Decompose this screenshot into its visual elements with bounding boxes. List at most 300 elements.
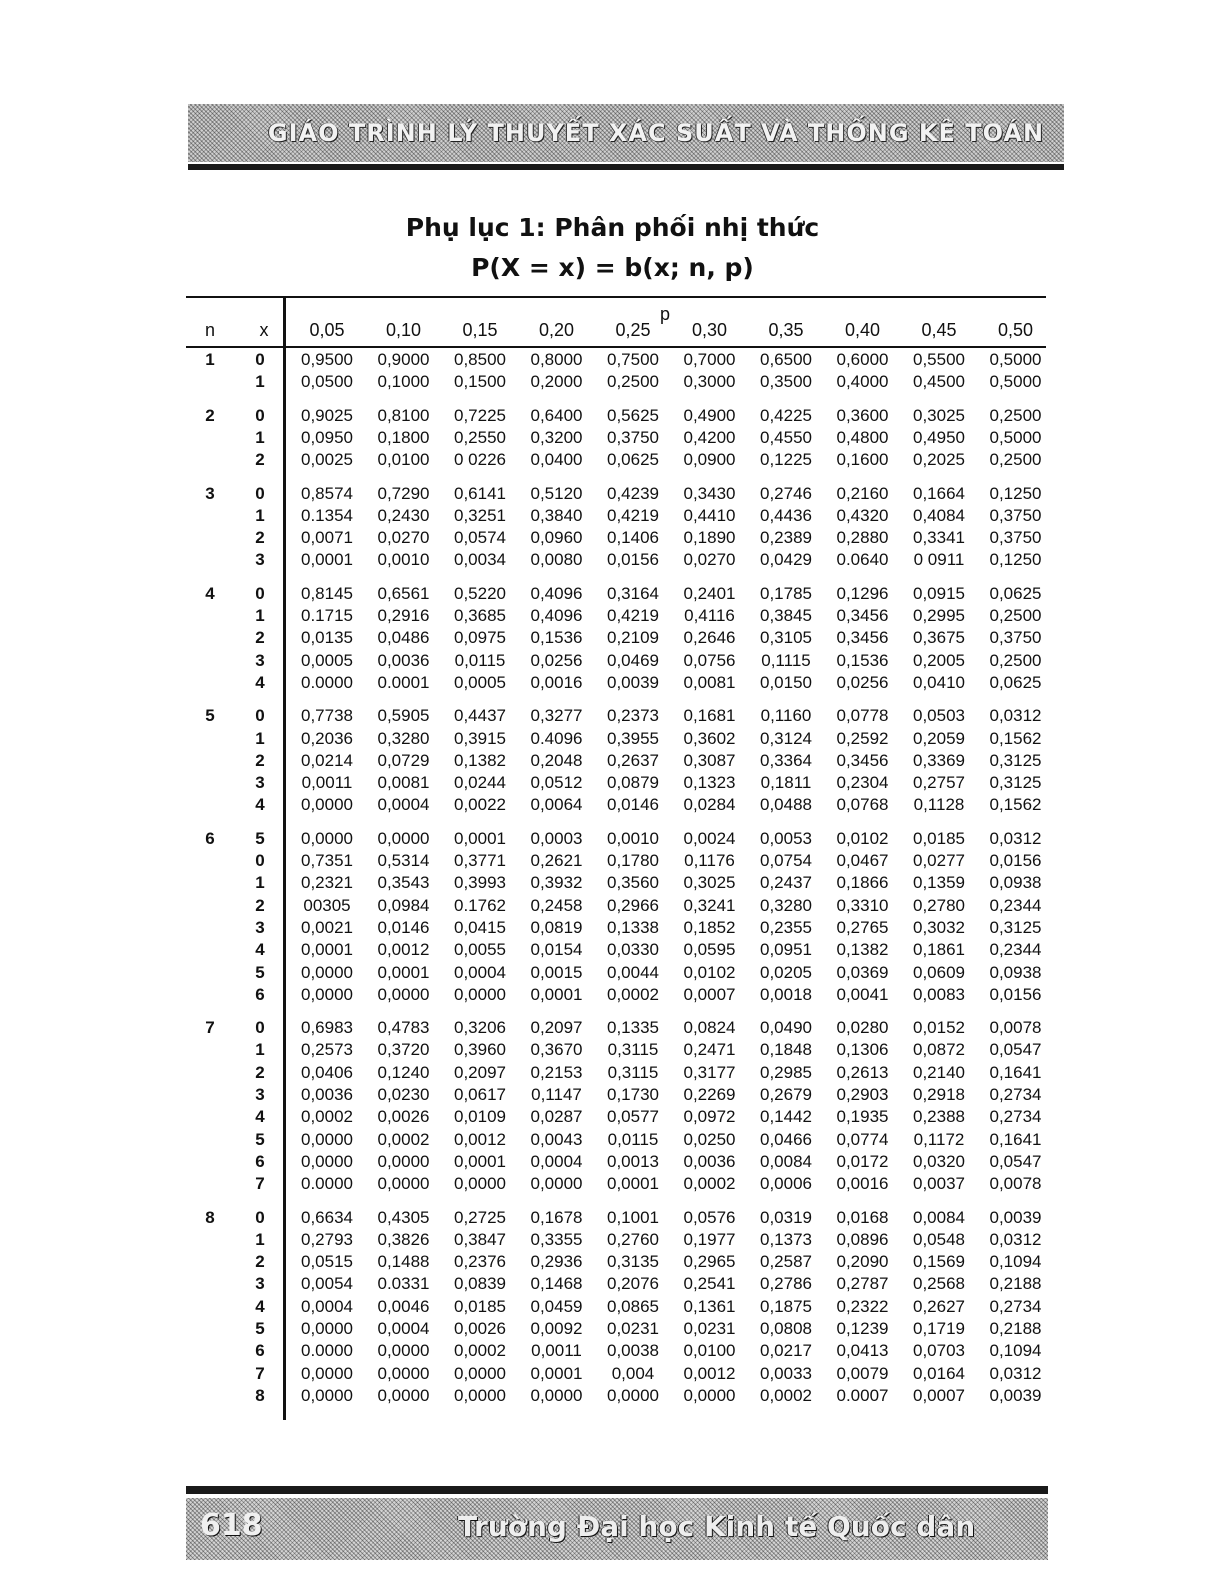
- probability-cell: 0,9500: [301, 350, 353, 369]
- p-header-cell: 0,45: [921, 320, 957, 340]
- probability-cell: 0,0503: [913, 706, 965, 726]
- probability-cell: 0,0975: [454, 628, 506, 648]
- probability-cell: 0,1160: [760, 706, 812, 726]
- probability-cell: 0,4320: [836, 505, 889, 525]
- probability-cell: 0,0879: [607, 773, 659, 793]
- probability-cell: 0,3369: [913, 750, 965, 770]
- probability-cell: 0,5120: [530, 483, 583, 503]
- p-header-cell: 0,20: [538, 320, 575, 340]
- probability-cell: 0,2746: [760, 483, 812, 503]
- x-value: 4: [255, 795, 265, 815]
- p-header-cell: 0,40: [844, 320, 881, 340]
- probability-cell: 0,0729: [377, 750, 430, 770]
- probability-cell: 0,2188: [989, 1274, 1042, 1294]
- probability-cell: 0,2679: [760, 1085, 812, 1104]
- probability-cell: 0,0000: [454, 1385, 506, 1405]
- probability-cell: 0,2076: [607, 1274, 659, 1294]
- binomial-table: [186, 296, 1046, 1436]
- probability-cell: 0,0778: [836, 706, 889, 726]
- probability-cell: 0,7290: [377, 483, 430, 503]
- probability-cell: 0,0036: [683, 1151, 736, 1171]
- probability-cell: 0,0006: [760, 1174, 812, 1194]
- probability-cell: 0,0270: [377, 528, 430, 548]
- probability-cell: 0,1468: [530, 1274, 583, 1294]
- probability-cell: 0,0756: [683, 650, 736, 670]
- probability-cell: 0,0000: [454, 984, 506, 1004]
- probability-cell: 0,0500: [301, 372, 353, 392]
- probability-cell: 0,0000: [377, 1151, 430, 1171]
- probability-cell: 0,8500: [454, 350, 506, 369]
- probability-cell: 0,2725: [454, 1207, 506, 1227]
- x-value: 2: [255, 628, 265, 648]
- x-value: 0: [255, 405, 265, 425]
- probability-cell: 0,0018: [760, 984, 812, 1004]
- table-vertical-rule: [283, 296, 286, 1420]
- probability-cell: 0,3750: [607, 427, 659, 447]
- probability-cell: 0,0002: [760, 1385, 812, 1405]
- header-banner: [188, 104, 1064, 162]
- x-value: 0: [255, 1207, 265, 1227]
- probability-cell: 0,0037: [913, 1174, 965, 1194]
- probability-cell: 0,2903: [836, 1085, 889, 1104]
- x-value: 2: [255, 750, 265, 770]
- probability-cell: 0,4950: [913, 427, 965, 447]
- probability-cell: 0,0231: [683, 1319, 736, 1338]
- x-value: 6: [255, 984, 265, 1004]
- probability-cell: 0,0625: [989, 672, 1042, 692]
- x-value: 8: [255, 1385, 265, 1405]
- probability-cell: 0,0490: [760, 1018, 812, 1038]
- probability-cell: 0,0084: [760, 1151, 812, 1171]
- probability-cell: 0,0064: [530, 795, 583, 815]
- probability-cell: 0,2097: [454, 1062, 506, 1082]
- probability-cell: 0,6634: [301, 1207, 353, 1227]
- probability-cell: 0,0154: [530, 940, 583, 960]
- x-value: 7: [255, 1363, 265, 1383]
- probability-cell: 0,1406: [607, 528, 659, 548]
- probability-cell: 0,0280: [836, 1018, 889, 1038]
- probability-cell: 0,0466: [760, 1129, 812, 1149]
- probability-cell: 0,0984: [377, 895, 430, 915]
- x-value: 2: [255, 895, 265, 915]
- x-value: 5: [255, 1129, 265, 1149]
- probability-cell: 0,4225: [760, 405, 812, 425]
- x-value: 0: [255, 483, 265, 503]
- probability-cell: 0,1176: [684, 851, 735, 870]
- n-column-header: n: [204, 320, 215, 340]
- probability-cell: 0,3602: [683, 728, 736, 748]
- probability-cell: 0,0004: [377, 795, 430, 815]
- probability-cell: 0,6400: [530, 405, 583, 425]
- probability-cell: 0,0000: [454, 1174, 506, 1194]
- probability-cell: 0,0039: [989, 1207, 1042, 1227]
- probability-cell: 0,2966: [607, 895, 659, 915]
- probability-cell: 0,1800: [377, 427, 430, 447]
- probability-cell: 0,1852: [683, 917, 736, 937]
- p-header-cell: 0,30: [691, 320, 728, 340]
- probability-cell: 0,0002: [301, 1107, 353, 1127]
- p-header-cell: 0,50: [997, 320, 1034, 340]
- probability-cell: 0,4219: [607, 505, 659, 525]
- probability-cell: 0,0547: [989, 1040, 1042, 1060]
- probability-cell: 0,2090: [836, 1252, 889, 1272]
- probability-cell: 0,0026: [454, 1319, 506, 1338]
- probability-cell: 0,1147: [531, 1085, 582, 1104]
- probability-cell: 0,1730: [607, 1085, 659, 1104]
- probability-cell: 0,2646: [683, 628, 736, 648]
- x-value: 1: [255, 505, 265, 525]
- probability-cell: 0,0001: [454, 1151, 506, 1171]
- x-value: 4: [255, 1107, 265, 1127]
- probability-cell: 0,8000: [530, 350, 583, 369]
- probability-cell: 0,3206: [454, 1018, 506, 1038]
- probability-cell: 0,1382: [454, 750, 506, 770]
- probability-cell: 0,0010: [607, 828, 659, 848]
- probability-cell: 0,1382: [836, 940, 889, 960]
- probability-cell: 0,0872: [913, 1040, 965, 1060]
- probability-cell: 0,1338: [607, 917, 659, 937]
- probability-cell: 0,0079: [836, 1363, 889, 1383]
- probability-cell: 0,0100: [683, 1341, 736, 1361]
- x-value: 4: [255, 1296, 265, 1316]
- probability-cell: 0,7225: [454, 405, 506, 425]
- probability-cell: 0,0576: [683, 1207, 736, 1227]
- probability-cell: 0,1323: [683, 773, 736, 793]
- probability-cell: 0,2734: [989, 1296, 1042, 1316]
- probability-cell: 0,1225: [760, 450, 812, 470]
- probability-cell: 0,0146: [377, 917, 430, 937]
- probability-cell: 0,2458: [530, 895, 583, 915]
- x-value: 6: [255, 1151, 265, 1171]
- probability-cell: 0,0012: [377, 940, 430, 960]
- probability-cell: 0,2097: [530, 1018, 583, 1038]
- n-value: 2: [205, 405, 215, 425]
- probability-cell: 0,0703: [913, 1341, 965, 1361]
- probability-cell: 0,1641: [989, 1129, 1042, 1149]
- probability-cell: 0,2376: [454, 1252, 506, 1272]
- probability-cell: 0,2757: [913, 773, 965, 793]
- probability-cell: 0,3560: [607, 873, 659, 893]
- probability-cell: 0,3241: [683, 895, 736, 915]
- probability-cell: 0,0410: [913, 672, 965, 692]
- probability-cell: 0,0115: [454, 650, 506, 670]
- probability-cell: 0,1866: [836, 873, 889, 893]
- probability-cell: 0,0819: [530, 917, 583, 937]
- probability-cell: 0,4500: [913, 372, 965, 392]
- x-value: 1: [255, 873, 265, 893]
- probability-cell: 0,3032: [913, 917, 965, 937]
- probability-cell: 0,0900: [683, 450, 736, 470]
- probability-cell: 0,1861: [913, 940, 965, 960]
- probability-cell: 0,0469: [607, 650, 659, 670]
- p-header-cell: 0,25: [615, 320, 651, 340]
- probability-cell: 0 0226: [454, 450, 506, 470]
- probability-cell: 0,5905: [377, 706, 430, 726]
- probability-cell: 0,0000: [377, 1385, 430, 1405]
- probability-cell: 0,0156: [989, 851, 1042, 870]
- probability-cell: 0,2760: [607, 1229, 659, 1249]
- probability-cell: 0,2541: [683, 1274, 736, 1294]
- probability-cell: 0,5000: [989, 427, 1042, 447]
- probability-cell: 0,2500: [989, 606, 1042, 625]
- probability-cell: 0,3993: [454, 873, 506, 893]
- probability-cell: 0,0277: [913, 851, 965, 870]
- probability-cell: 0,5625: [607, 405, 659, 425]
- probability-cell: 0,0214: [301, 750, 353, 770]
- probability-cell: 0,0003: [530, 828, 583, 848]
- n-value: 7: [205, 1018, 215, 1038]
- probability-cell: 0,2355: [760, 917, 812, 937]
- x-value: 0: [255, 1018, 265, 1038]
- probability-cell: 0,0595: [683, 940, 736, 960]
- probability-cell: 0,0774: [836, 1129, 889, 1149]
- probability-cell: 0,4900: [683, 405, 736, 425]
- table-top-rule: [186, 296, 1046, 298]
- probability-cell: 0,0256: [836, 672, 889, 692]
- probability-cell: 0,0081: [377, 773, 430, 793]
- appendix-title: [0, 208, 1225, 288]
- probability-cell: 0.0331: [377, 1274, 430, 1294]
- probability-cell: 0,2500: [989, 405, 1042, 425]
- probability-cell: 0,0083: [913, 984, 965, 1004]
- probability-cell: 0,0036: [301, 1085, 353, 1104]
- probability-cell: 0,0156: [989, 984, 1042, 1004]
- probability-cell: 0,0039: [607, 672, 659, 692]
- probability-cell: 0,2500: [989, 650, 1042, 670]
- probability-cell: 0,1562: [989, 728, 1042, 748]
- probability-cell: 0,0000: [530, 1385, 583, 1405]
- n-value: 1: [205, 350, 215, 369]
- probability-cell: 0,0015: [530, 962, 583, 982]
- x-value: 1: [255, 728, 265, 748]
- probability-cell: 0,1848: [760, 1040, 812, 1060]
- probability-cell: 0,1373: [760, 1229, 812, 1249]
- probability-cell: 0,0168: [836, 1207, 889, 1227]
- probability-cell: 0,2613: [836, 1062, 889, 1082]
- probability-cell: 0,0102: [683, 962, 736, 982]
- probability-cell: 0,0001: [454, 828, 506, 848]
- probability-cell: 0,3125: [989, 917, 1042, 937]
- probability-cell: 0,3845: [760, 606, 812, 625]
- probability-cell: 0,0284: [683, 795, 736, 815]
- probability-cell: 0,0768: [836, 795, 889, 815]
- probability-cell: 0,0054: [301, 1274, 353, 1294]
- probability-cell: 0,1239: [836, 1319, 889, 1338]
- probability-cell: 0,2025: [913, 450, 965, 470]
- x-value: 0: [255, 350, 265, 369]
- probability-cell: 0,1664: [913, 483, 965, 503]
- probability-cell: 0,0320: [913, 1151, 965, 1171]
- probability-cell: 0,3087: [683, 750, 736, 770]
- probability-cell: 0,0413: [836, 1341, 889, 1361]
- probability-cell: 0,0001: [530, 984, 583, 1004]
- probability-cell: 0,5500: [913, 350, 965, 369]
- x-value: 0: [255, 583, 265, 603]
- probability-cell: 0,3364: [760, 750, 812, 770]
- probability-cell: 0,4550: [760, 427, 812, 447]
- probability-cell: 0,0078: [989, 1018, 1042, 1038]
- probability-cell: 0,4096: [530, 606, 583, 625]
- probability-cell: 0,2916: [377, 606, 430, 625]
- probability-cell: 0,1811: [760, 773, 812, 793]
- probability-cell: 0,0016: [530, 672, 583, 692]
- probability-cell: 0,0001: [301, 940, 353, 960]
- probability-cell: 0,0577: [607, 1107, 659, 1127]
- probability-cell: 0,0002: [607, 984, 659, 1004]
- probability-cell: 0,7738: [301, 706, 353, 726]
- probability-cell: 0,2734: [989, 1107, 1042, 1127]
- probability-cell: 0,0000: [301, 1151, 353, 1171]
- probability-cell: 0.0640: [836, 550, 889, 570]
- probability-cell: 0,0007: [683, 984, 736, 1004]
- probability-cell: 0,0951: [760, 940, 812, 960]
- probability-cell: 0,0000: [377, 984, 430, 1004]
- probability-cell: 0,0004: [301, 1296, 353, 1316]
- probability-cell: 0,2321: [301, 873, 353, 893]
- probability-cell: 0,3105: [760, 628, 812, 648]
- probability-cell: 0,1115: [761, 650, 811, 670]
- probability-cell: 0,3251: [454, 505, 506, 525]
- probability-cell: 0,3600: [836, 405, 889, 425]
- probability-cell: 0,2787: [836, 1274, 889, 1294]
- probability-cell: 0.0007: [836, 1385, 889, 1405]
- probability-cell: 0,1780: [607, 851, 659, 870]
- probability-cell: 0,0011: [531, 1341, 582, 1361]
- probability-cell: 0,1785: [760, 583, 812, 603]
- probability-cell: 0,1335: [607, 1018, 659, 1038]
- probability-cell: 0,0152: [913, 1018, 965, 1038]
- probability-cell: 0,0938: [989, 873, 1042, 893]
- probability-cell: 0,0084: [913, 1207, 965, 1227]
- probability-cell: 0,2637: [607, 750, 659, 770]
- probability-cell: 0,0044: [607, 962, 659, 982]
- x-value: 2: [255, 1062, 265, 1082]
- x-value: 5: [255, 1319, 265, 1338]
- probability-cell: 0,1935: [836, 1107, 889, 1127]
- probability-cell: 0,3430: [683, 483, 736, 503]
- probability-cell: 0,3125: [989, 750, 1042, 770]
- probability-cell: 0,0000: [377, 1341, 430, 1361]
- probability-cell: 0,2344: [989, 895, 1042, 915]
- probability-cell: 0,1000: [377, 372, 430, 392]
- probability-cell: 0,0287: [530, 1107, 583, 1127]
- probability-cell: 0,3025: [683, 873, 736, 893]
- probability-cell: 0,1890: [683, 528, 736, 548]
- probability-cell: 0,2188: [989, 1319, 1042, 1338]
- probability-cell: 0,4084: [913, 505, 965, 525]
- probability-cell: 0,2437: [760, 873, 812, 893]
- probability-cell: 0,2059: [913, 728, 965, 748]
- probability-cell: 0,0000: [301, 1319, 353, 1338]
- probability-cell: 0,0000: [530, 1174, 583, 1194]
- probability-cell: 0,2036: [301, 728, 353, 748]
- probability-cell: 0,0625: [607, 450, 659, 470]
- probability-cell: 0,3915: [454, 728, 506, 748]
- probability-cell: 0,1719: [913, 1319, 965, 1338]
- probability-cell: 0,0024: [683, 828, 736, 848]
- probability-cell: 0,0000: [301, 1385, 353, 1405]
- probability-cell: 0,1296: [836, 583, 889, 603]
- probability-cell: 0.1762: [454, 895, 506, 915]
- probability-cell: 0 0911: [913, 550, 965, 570]
- probability-cell: 0,0369: [836, 962, 889, 982]
- probability-cell: 0,2550: [454, 427, 506, 447]
- probability-cell: 0,1172: [913, 1129, 965, 1149]
- probability-cell: 0,8145: [301, 583, 353, 603]
- probability-cell: 0,1128: [913, 795, 965, 815]
- probability-cell: 0,0022: [454, 795, 506, 815]
- header-rule: [188, 164, 1064, 170]
- probability-cell: 0,1977: [683, 1229, 736, 1249]
- probability-cell: 0,4000: [836, 372, 889, 392]
- probability-cell: 0,3135: [607, 1252, 659, 1272]
- probability-cell: 0,0004: [377, 1319, 430, 1338]
- probability-cell: 0,0001: [301, 550, 353, 570]
- probability-cell: 0,0071: [301, 528, 353, 548]
- probability-cell: 0,2322: [836, 1296, 889, 1316]
- x-value: 7: [255, 1174, 265, 1194]
- probability-cell: 0,0486: [377, 628, 430, 648]
- probability-cell: 0,0034: [454, 550, 506, 570]
- probability-cell: 0,0013: [607, 1151, 659, 1171]
- probability-cell: 0,0102: [836, 828, 889, 848]
- probability-cell: 0,0100: [377, 450, 430, 470]
- probability-cell: 0,2568: [913, 1274, 965, 1294]
- x-value: 4: [255, 672, 265, 692]
- probability-cell: 0,8574: [301, 483, 353, 503]
- probability-cell: 0,0467: [836, 851, 889, 870]
- x-value: 2: [255, 1252, 265, 1272]
- probability-cell: 0,0146: [607, 795, 659, 815]
- probability-cell: 0,2160: [836, 483, 889, 503]
- p-axis-label: p: [660, 304, 671, 324]
- x-value: 5: [255, 828, 265, 848]
- probability-cell: 0,1600: [836, 450, 889, 470]
- probability-cell: 0,2389: [760, 528, 812, 548]
- probability-cell: 0,0625: [989, 583, 1042, 603]
- probability-cell: 0,3456: [836, 750, 889, 770]
- probability-cell: 0,0515: [301, 1252, 353, 1272]
- distribution-formula: P(X = x) = b(x; n, p): [471, 253, 754, 282]
- probability-cell: 0,2780: [913, 895, 965, 915]
- probability-cell: 0,0319: [760, 1207, 812, 1227]
- probability-cell: 0,3720: [377, 1040, 430, 1060]
- probability-cell: 0,0012: [454, 1129, 506, 1149]
- probability-cell: 0,2344: [989, 940, 1042, 960]
- probability-cell: 0,2765: [836, 917, 889, 937]
- p-header-cell: 0,05: [309, 320, 345, 340]
- probability-cell: 0,0092: [530, 1319, 583, 1338]
- probability-cell: 0,4783: [377, 1018, 430, 1038]
- probability-cell: 0,3847: [454, 1229, 506, 1249]
- probability-cell: 0,2140: [913, 1062, 965, 1082]
- probability-cell: 0,4096: [530, 583, 583, 603]
- probability-cell: 0,8100: [377, 405, 430, 425]
- probability-cell: 0,1500: [454, 372, 506, 392]
- probability-cell: 0,0080: [530, 550, 583, 570]
- probability-cell: 0,1562: [989, 795, 1042, 815]
- probability-cell: 0,0026: [377, 1107, 430, 1127]
- x-value: 5: [255, 962, 265, 982]
- probability-cell: 0,2592: [836, 728, 889, 748]
- probability-cell: 0,0609: [913, 962, 965, 982]
- x-value: 3: [255, 773, 265, 793]
- probability-cell: 0,0972: [683, 1107, 736, 1127]
- probability-cell: 0,0512: [530, 773, 583, 793]
- probability-cell: 0,0824: [683, 1018, 736, 1038]
- probability-cell: 0,0839: [454, 1274, 506, 1294]
- probability-cell: 0,0217: [760, 1341, 812, 1361]
